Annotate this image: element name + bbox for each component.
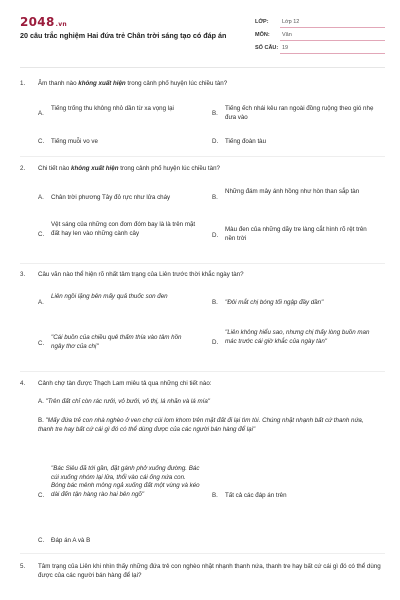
question-number: 5. [20,563,26,570]
option-letter: C. [38,138,45,145]
option-letter: D. [212,339,219,346]
option-text: Đáp án A và B [51,537,91,544]
option-text: "Liên không hiểu sao, nhưng chị thấy lòng buồn man mác trước cái giờ khắc của ngày tàn" [225,329,370,345]
option-letter: C. [38,492,45,499]
question-text-part: trong cảnh phố huyện lúc chiều tàn? [118,165,220,172]
option-letter: B. [212,299,218,306]
meta-block [255,17,385,56]
option-letter: A. [38,194,44,201]
meta-value: Văn [282,32,292,38]
option-text: Tiếng trống thu không nhỏ dần từ xa vọng lại [51,105,174,112]
option-text: Tiếng muỗi vo ve [51,138,98,145]
option-letter: C. [38,537,45,544]
question-text [38,165,383,174]
option-text: "Trên đất chỉ còn rác rưởi, vỏ bưởi, vỏ thị, lá nhãn và lá mía" [45,398,210,405]
question-text [38,80,383,89]
meta-value: 19 [282,45,289,51]
site-logo[interactable] [20,15,67,29]
question-text-part: trong cảnh phố huyện lúc chiều tàn? [125,80,228,87]
answer-option[interactable] [38,417,378,434]
question-number: 2. [20,165,26,172]
divider [20,371,385,372]
option-text: Liên ngồi lặng bên mấy quả thuốc son đen [51,293,168,300]
option-letter: B. [212,194,218,201]
option-text: "Mấy đứa trẻ con nhà nghèo ở ven chợ cúi lom khom trên mặt đất đi lại tìm tòi. Chúng nhặt nhạnh bất cứ thanh nứa, thanh tre hay bất cứ cái gì đó có thể dùng được của các người bán hàng để lại" [38,417,364,433]
divider [20,553,385,554]
question-text: Cảnh chợ tàn được Thạch Lam miêu tả qua những chi tiết nào: [38,380,212,387]
question-emphasis: không xuất hiện [78,80,126,87]
option-letter: C. [38,231,45,238]
option-text: Chân trời phương Tây đỏ rực như lửa cháy [51,194,171,201]
question-text: Câu văn nào thể hiện rõ nhất tâm trạng của Liên trước thời khắc ngày tàn? [38,271,244,278]
meta-row-subject [255,30,385,43]
divider [20,156,385,157]
document-header [0,0,400,60]
option-letter: A. [38,110,44,117]
logo-suffix: .vn [55,21,67,28]
question-number: 4. [20,380,26,387]
option-text: Tất cả các đáp án trên [225,492,287,499]
option-letter: B. [212,110,218,117]
option-text: Tiếng ếch nhái kêu ran ngoài đồng ruộng theo gió nhẹ đưa vào [225,105,374,121]
option-letter: A. [38,299,44,306]
option-text: Tiếng đoàn tàu [225,138,267,145]
divider [20,67,385,68]
option-text: Vệt sáng của những con đom đóm bay là là trên mặt đất hay len vào những cành cây [51,221,196,237]
answer-option[interactable] [38,398,378,407]
option-letter: A. [38,398,44,405]
meta-row-count [255,43,385,56]
question-number: 3. [20,271,26,278]
page-title: 20 câu trắc nghiệm Hai đứa trẻ Chân trời sáng tạo có đáp án [20,31,227,40]
option-text: Những đám mây ánh hồng như hòn than sắp tàn [225,188,360,195]
meta-label: LỚP: [255,19,269,25]
meta-label: MÔN: [255,32,270,38]
question-number: 1. [20,80,26,87]
option-text: "Cái buồn của chiều quê thấm thía vào tâm hồn ngây thơ của chị" [51,334,182,350]
option-letter: D. [212,138,219,145]
option-letter: C. [38,340,45,347]
divider [20,263,385,264]
option-letter: D. [212,232,219,239]
question-text: Tâm trạng của Liên khi nhìn thấy những đứa trẻ con nghèo nhặt nhạnh thanh nứa, thanh tre hay bất cứ cái gì đó có thể dùng được của các người bán hàng để lại? [38,563,381,579]
meta-underline [280,40,385,41]
meta-row-grade [255,17,385,30]
question-emphasis: không xuất hiện [71,165,119,172]
meta-underline [280,53,385,54]
meta-value: Lớp 12 [282,19,300,25]
meta-underline [280,27,385,28]
meta-label: SỐ CÂU: [255,45,279,51]
option-text: "Đôi mắt chị bóng tối ngập đầy dần" [225,299,324,306]
option-letter: B. [212,492,218,499]
question-text-part: Âm thanh nào [38,80,79,87]
question-text-part: Chi tiết nào [38,165,72,172]
option-text: Màu đen của những dãy tre làng cắt hình rõ rệt trên nền trời [225,226,367,242]
logo-main: 2048 [20,15,55,29]
option-letter: B. [38,417,44,424]
option-text: "Bác Siêu đã tới gần, đặt gánh phở xuống đường. Bác cúi xuống nhóm lại lửa, thổi vào cái ống nứa con. Bóng bác mênh mông ngả xuống đất một vùng và kéo dài đến tận hàng rào hai bên ngõ" [51,465,200,498]
